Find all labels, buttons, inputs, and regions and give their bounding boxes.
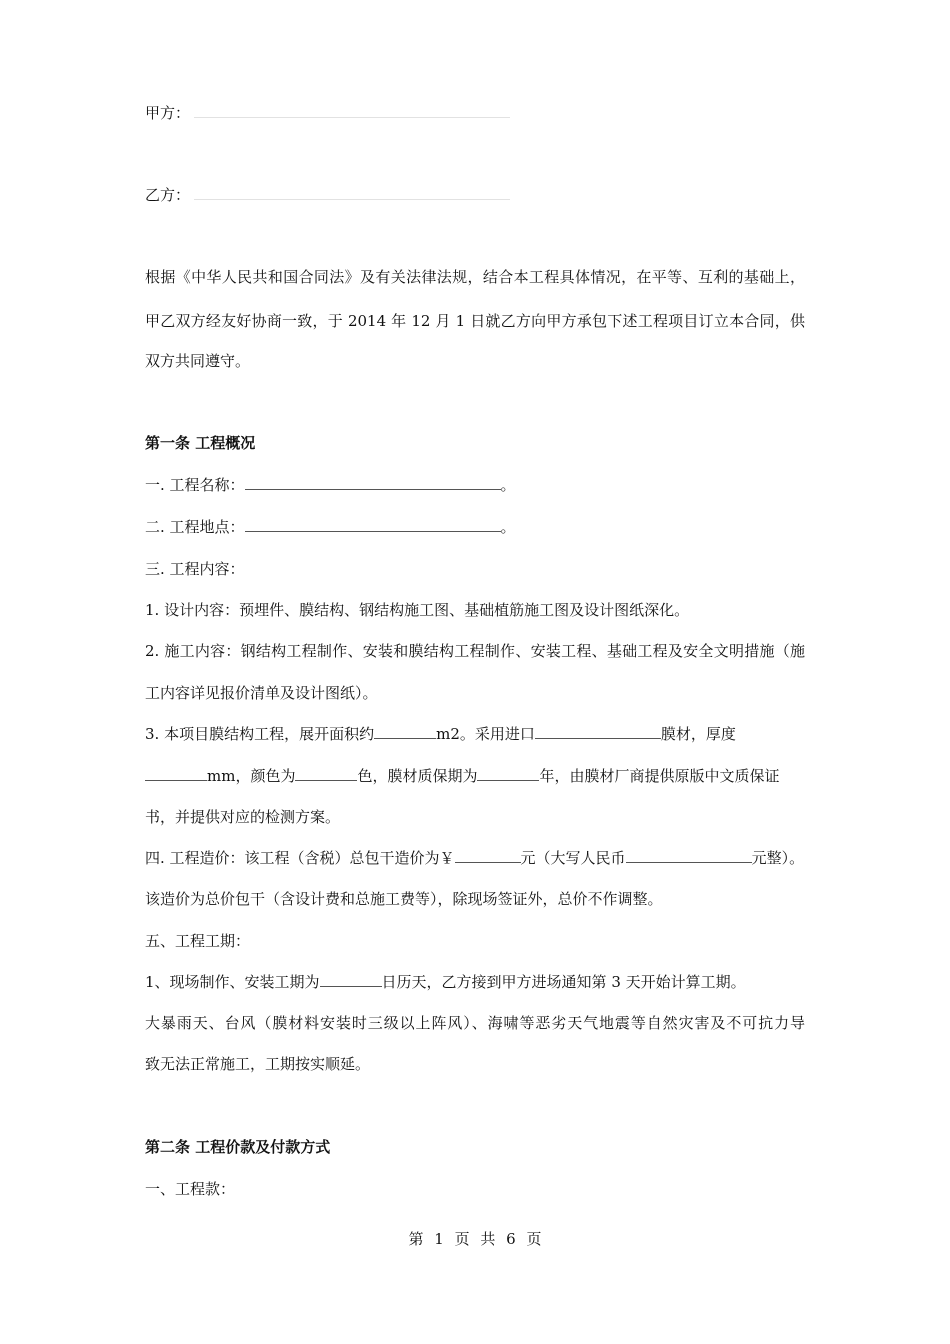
membrane-color-text: mm，颜色为 bbox=[207, 767, 296, 785]
membrane-area-text: 3. 本项目膜结构工程，展开面积约 bbox=[145, 725, 375, 743]
period: 。 bbox=[500, 518, 516, 536]
membrane-import-text: m2。采用进口 bbox=[436, 725, 535, 743]
duration-text: 1、现场制作、安装工期为 bbox=[145, 973, 320, 991]
project-location-blank bbox=[245, 517, 501, 532]
force-majeure-line-2: 致无法正常施工，工期按实顺延。 bbox=[145, 1055, 371, 1073]
party-a-blank bbox=[194, 103, 510, 118]
duration-heading: 五、工程工期： bbox=[145, 932, 251, 950]
price-end-text: 元整）。 bbox=[751, 849, 805, 867]
price-capital-text: 元（大写人民币 bbox=[520, 849, 626, 867]
payment-item-1: 一、工程款： bbox=[145, 1180, 236, 1198]
construction-content-line-1: 2. 施工内容：钢结构工程制作、安装和膜结构工程制作、安装工程、基础工程及安全文明措施（施 bbox=[145, 642, 805, 660]
article-2-heading: 第二条 工程价款及付款方式 bbox=[145, 1138, 331, 1156]
page-number-footer: 第 1 页 共 6 页 bbox=[408, 1230, 542, 1248]
period: 。 bbox=[500, 476, 516, 494]
party-b-blank bbox=[194, 185, 510, 200]
membrane-spec-line-2 bbox=[145, 765, 779, 787]
design-content: 1. 设计内容：预埋件、膜结构、钢结构施工图、基础植筋施工图及设计图纸深化。 bbox=[145, 601, 690, 619]
membrane-thickness-text: 膜材，厚度 bbox=[660, 725, 736, 743]
project-location-line bbox=[145, 516, 516, 538]
color-blank bbox=[295, 766, 357, 781]
preamble-line-2: 甲乙双方经友好协商一致，于 2014 年 12 月 1 日就乙方向甲方承包下述工程项目订立本合同，供 bbox=[145, 312, 805, 330]
price-text: 四. 工程造价：该工程（含税）总包干造价为￥ bbox=[145, 849, 455, 867]
duration-days-blank bbox=[320, 972, 382, 987]
duration-line-1 bbox=[145, 971, 746, 993]
project-content-label: 三. 工程内容： bbox=[145, 560, 245, 578]
membrane-spec-line-1 bbox=[145, 723, 736, 745]
preamble-line-1: 根据《中华人民共和国合同法》及有关法律法规，结合本工程具体情况，在平等、互利的基础上， bbox=[145, 268, 805, 286]
thickness-blank bbox=[145, 766, 207, 781]
preamble-line-3: 双方共同遵守。 bbox=[145, 352, 251, 370]
project-location-label: 二. 工程地点： bbox=[145, 518, 245, 536]
price-capital-blank bbox=[626, 848, 752, 863]
construction-content-line-2: 工内容详见报价清单及设计图纸）。 bbox=[145, 684, 378, 702]
price-line-2: 该造价为总价包干（含设计费和总施工费等），除现场签证外，总价不作调整。 bbox=[145, 890, 663, 908]
membrane-brand-blank bbox=[535, 724, 661, 739]
area-blank bbox=[374, 724, 436, 739]
duration-rest-text: 日历天，乙方接到甲方进场通知第 3 天开始计算工期。 bbox=[381, 973, 746, 991]
project-name-label: 一. 工程名称： bbox=[145, 476, 245, 494]
party-a-label: 甲方： bbox=[145, 104, 191, 122]
party-a-line bbox=[145, 102, 510, 124]
article-1-heading: 第一条 工程概况 bbox=[145, 434, 256, 452]
project-name-line bbox=[145, 474, 516, 496]
price-amount-blank bbox=[455, 848, 521, 863]
party-b-label: 乙方： bbox=[145, 186, 191, 204]
membrane-spec-line-3: 书，并提供对应的检测方案。 bbox=[145, 808, 341, 826]
force-majeure-line-1: 大暴雨天、台风（膜材料安装时三级以上阵风）、海啸等恶劣天气地震等自然灾害及不可抗力导 bbox=[145, 1014, 805, 1032]
party-b-line bbox=[145, 184, 510, 206]
project-name-blank bbox=[245, 475, 501, 490]
warranty-blank bbox=[477, 766, 539, 781]
price-line-1 bbox=[145, 847, 804, 869]
membrane-warranty-text: 色，膜材质保期为 bbox=[357, 767, 478, 785]
membrane-certificate-text: 年，由膜材厂商提供原版中文质保证 bbox=[539, 767, 780, 785]
